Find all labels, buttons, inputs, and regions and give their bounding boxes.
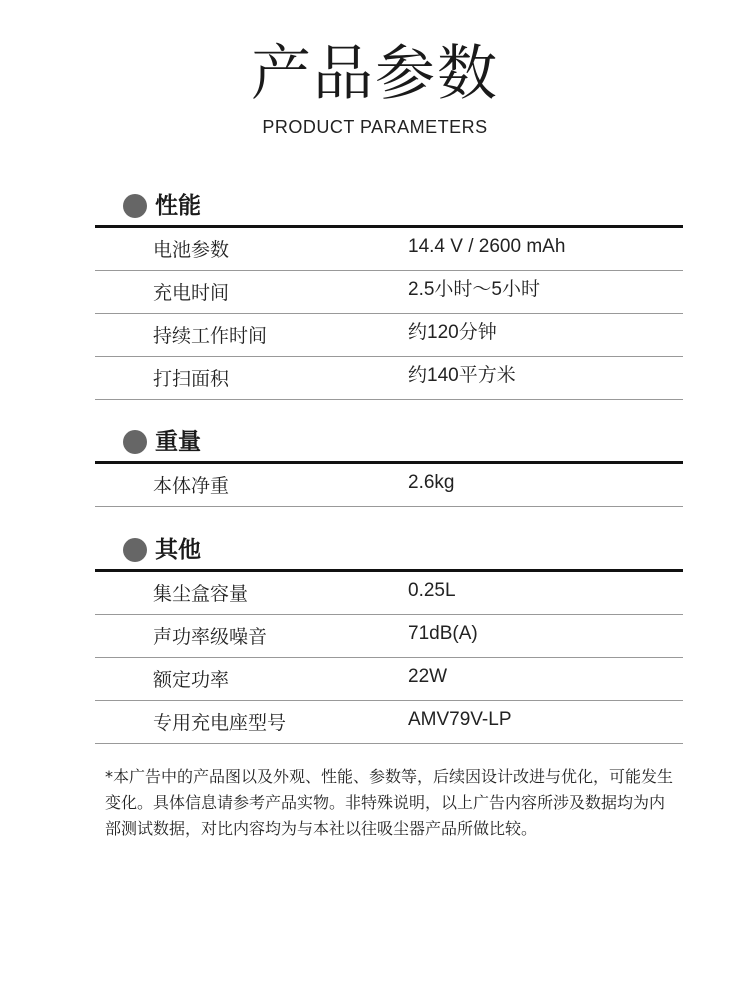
spec-label: 集尘盒容量	[153, 583, 249, 605]
section-performance	[95, 189, 683, 400]
spec-label: 专用充电座型号	[153, 712, 287, 734]
bullet-dot-icon	[123, 430, 147, 454]
spec-label: 充电时间	[153, 282, 230, 304]
spec-label: 持续工作时间	[153, 325, 268, 347]
spec-row	[95, 658, 683, 701]
spec-value: 0.25L	[408, 580, 456, 601]
section-other	[95, 533, 683, 744]
spec-row	[95, 464, 683, 507]
spec-value: 22W	[408, 666, 448, 687]
section-title: 重量	[155, 429, 201, 455]
spec-value: 2.6kg	[408, 472, 455, 493]
section-header	[95, 425, 683, 461]
section-header	[95, 533, 683, 569]
section-title: 性能	[155, 193, 201, 219]
bullet-dot-icon	[123, 538, 147, 562]
page-title: 产品参数	[251, 39, 499, 109]
page-subtitle: PRODUCT PARAMETERS	[262, 117, 488, 137]
section-weight	[95, 425, 683, 507]
section-header	[95, 189, 683, 225]
spec-label: 声功率级噪音	[153, 626, 268, 648]
section-title: 其他	[155, 537, 201, 563]
spec-label: 打扫面积	[153, 368, 230, 390]
spec-label: 额定功率	[153, 669, 230, 691]
footnote: *本广告中的产品图以及外观、性能、参数等，后续因设计改进与优化，可能发生变化。具体信息请参考产品实物。非特殊说明，以上广告内容所涉及数据均为内部测试数据，对比内容均为与本社以往吸尘器产品所做比较。	[105, 767, 674, 838]
spec-row	[95, 271, 683, 314]
spec-value: 约140平方米	[408, 365, 516, 386]
spec-row	[95, 228, 683, 271]
spec-row	[95, 572, 683, 615]
spec-row	[95, 615, 683, 658]
spec-value: 2.5小时～5小时	[408, 279, 540, 300]
spec-row	[95, 314, 683, 357]
spec-row	[95, 701, 683, 744]
spec-label: 电池参数	[153, 239, 230, 261]
spec-value: 14.4 V / 2600 mAh	[408, 236, 566, 257]
spec-label: 本体净重	[153, 475, 230, 497]
spec-value: AMV79V-LP	[408, 709, 512, 730]
spec-row	[95, 357, 683, 400]
spec-value: 71dB(A)	[408, 623, 478, 644]
bullet-dot-icon	[123, 194, 147, 218]
spec-value: 约120分钟	[408, 322, 497, 343]
